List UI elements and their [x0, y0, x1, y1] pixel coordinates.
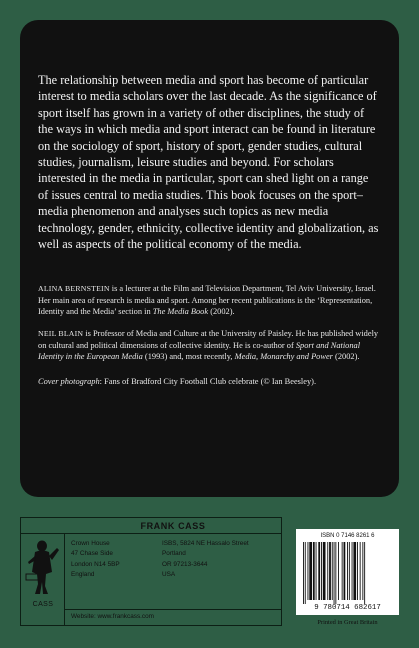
barcode-bar	[305, 542, 306, 604]
barcode-bar	[342, 542, 343, 600]
barcode-bar	[352, 542, 353, 600]
logo-label: CASS	[32, 601, 54, 608]
barcode-bar	[344, 542, 346, 600]
author-bio-blain: NEIL BLAIN is Professor of Media and Culture at the University of Paisley. He has published widely on cultural and political dimensions of collective identity. He is co-author of Sport and National Identity in the European Media (1993) and, most recently, Media, Monarchy and Power (2002).	[38, 329, 379, 361]
barcode-bar	[316, 542, 317, 600]
barcode-bar	[338, 542, 339, 600]
publication-title: The Media Book	[152, 307, 209, 317]
barcode-bar	[332, 542, 333, 600]
barcode-bar	[364, 542, 365, 604]
barcode-bar	[334, 542, 335, 604]
publisher-name: FRANK CASS	[21, 518, 281, 534]
author-bio-bernstein: ALINA BERNSTEIN is a lecturer at the Film and Television Department, Tel Aviv University, Israel. Her main area of research is media and sport. Among her recent publications is the ‘Representation, Identity and the Media’ section in The Media Book (2002).	[38, 284, 376, 317]
author-name: ALINA BERNSTEIN	[38, 284, 110, 294]
barcode-bar	[349, 542, 350, 600]
cover-photo-credit: Cover photograph: Fans of Bradford City Football Club celebrate (© Ian Beesley).	[38, 377, 317, 387]
publisher-block	[20, 517, 282, 626]
barcode-bar	[323, 542, 326, 600]
barcode-bar	[327, 542, 328, 600]
divider	[65, 609, 282, 610]
publisher-logo	[21, 534, 65, 626]
barcode-bars	[303, 542, 392, 604]
uk-address: Crown House 47 Chase Side London N14 5BP England	[71, 540, 120, 579]
barcode-number: 9 780714 682617	[314, 604, 381, 612]
barcode-bar	[347, 542, 348, 600]
printed-in: Printed in Great Britain	[317, 619, 378, 626]
barcode-bar	[362, 542, 363, 600]
barcode-bar	[313, 542, 315, 600]
us-address: ISBS, 5824 NE Hassalo Street Portland OR 97213-3644 USA	[162, 540, 249, 579]
barcode-bar	[353, 542, 356, 600]
publication-title: Sport and National Identity in the European Media	[38, 340, 361, 361]
cass-figure-icon	[21, 534, 65, 598]
book-description: The relationship between media and sport has become of particular interest to media scholars over the last decade. As the significance of sport itself has grown in a variety of other disciplines, the study of the ways in which media and sport interact can be found in literature on the sociology of sport, history of sport, gender studies, cultural studies, journalism, leisure studies and beyond. For scholars interested in the media in particular, sport can shed light on a range of issues central to media studies. This book focuses on the sport–media phenomenon and analyses such topics as new media technology, gender, ethnicity, collective identity and globalization, as well as aspects of the political economy of the media.	[38, 73, 379, 252]
barcode-bar	[357, 542, 358, 600]
barcode-bar	[309, 542, 312, 600]
barcode-bar	[308, 542, 309, 600]
isbn-label: ISBN 0 7146 8261 6	[320, 533, 375, 539]
barcode-bar	[335, 542, 336, 604]
barcode-bar	[329, 542, 331, 600]
barcode-bar	[318, 542, 320, 600]
barcode-bar	[303, 542, 304, 604]
author-name: NEIL BLAIN	[38, 329, 84, 339]
publisher-website: Website: www.frankcass.com	[71, 613, 154, 620]
publication-title: Media, Monarchy and Power	[234, 351, 333, 361]
barcode-bar	[360, 542, 361, 600]
back-cover-text-panel	[20, 20, 399, 497]
barcode	[296, 529, 399, 615]
barcode-bar	[321, 542, 322, 600]
